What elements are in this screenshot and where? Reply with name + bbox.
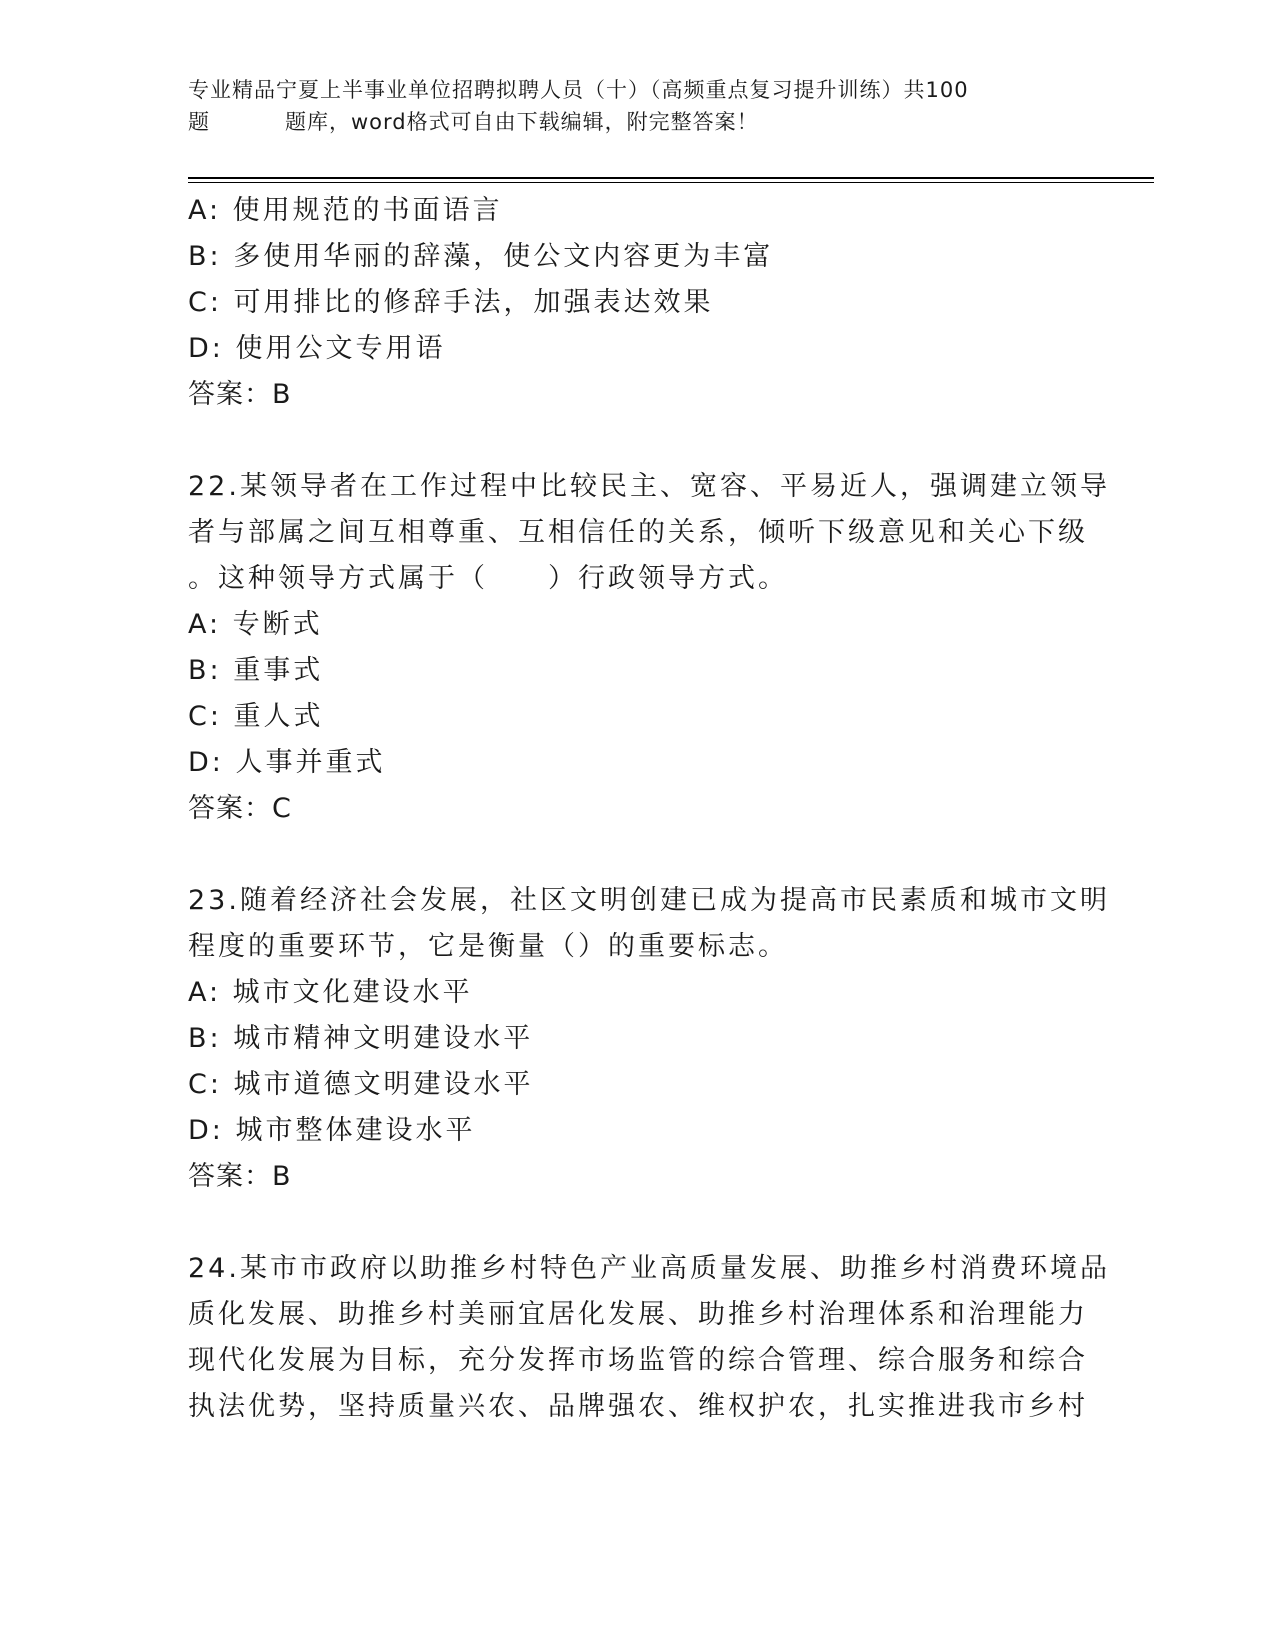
q21-option-a: A: 使用规范的书面语言 <box>188 195 503 226</box>
q21-answer: 答案：B <box>188 379 292 410</box>
q22-answer: 答案：C <box>188 793 292 824</box>
q23-option-d: D: 城市整体建设水平 <box>188 1115 476 1146</box>
q23-stem-line-1: 23.随着经济社会发展，社区文明创建已成为提高市民素质和城市文明 <box>188 885 1110 916</box>
q22-option-a: A: 专断式 <box>188 609 323 640</box>
header-divider-thin <box>188 182 1154 183</box>
q23-option-b: B: 城市精神文明建设水平 <box>188 1023 534 1054</box>
q23-option-a: A: 城市文化建设水平 <box>188 977 473 1008</box>
question-23-block <box>188 878 1110 1200</box>
q21-option-c: C: 可用排比的修辞手法，加强表达效果 <box>188 287 714 318</box>
q21-option-b: B: 多使用华丽的辞藻，使公文内容更为丰富 <box>188 241 774 272</box>
q23-answer: 答案：B <box>188 1161 292 1192</box>
q23-option-c: C: 城市道德文明建设水平 <box>188 1069 534 1100</box>
header-divider-thick <box>188 177 1154 179</box>
header-title-line-2 <box>188 106 1088 138</box>
document-header <box>188 74 1088 138</box>
spacer <box>188 832 1068 878</box>
q24-stem-line-4: 执法优势，坚持质量兴农、品牌强农、维权护农，扎实推进我市乡村 <box>188 1391 1088 1422</box>
question-21-block <box>188 188 1068 418</box>
q22-option-b: B: 重事式 <box>188 655 324 686</box>
q22-stem-line-3: 。这种领导方式属于（ ）行政领导方式。 <box>188 563 788 594</box>
q22-option-d: D: 人事并重式 <box>188 747 386 778</box>
q24-stem-line-1: 24.某市市政府以助推乡村特色产业高质量发展、助推乡村消费环境品 <box>188 1253 1110 1284</box>
header-title-rest: 题库，word格式可自由下载编辑，附完整答案！ <box>285 110 759 134</box>
spacer <box>188 418 1068 464</box>
q23-stem-line-2: 程度的重要环节，它是衡量（）的重要标志。 <box>188 931 788 962</box>
question-24-block <box>188 1246 1110 1430</box>
q24-stem-line-2: 质化发展、助推乡村美丽宜居化发展、助推乡村治理体系和治理能力 <box>188 1299 1088 1330</box>
q24-stem-line-3: 现代化发展为目标，充分发挥市场监管的综合管理、综合服务和综合 <box>188 1345 1088 1376</box>
header-title-line-1: 专业精品宁夏上半事业单位招聘拟聘人员（十）（高频重点复习提升训练）共100 <box>188 78 969 102</box>
q22-stem-line-2: 者与部属之间互相尊重、互相信任的关系，倾听下级意见和关心下级 <box>188 517 1088 548</box>
header-title-lead: 题 <box>188 110 210 134</box>
q21-option-d: D: 使用公文专用语 <box>188 333 446 364</box>
q22-option-c: C: 重人式 <box>188 701 324 732</box>
q22-stem-line-1: 22.某领导者在工作过程中比较民主、宽容、平易近人，强调建立领导 <box>188 471 1110 502</box>
question-content <box>188 188 1110 1430</box>
question-22-block <box>188 464 1110 832</box>
spacer <box>188 1200 1068 1246</box>
